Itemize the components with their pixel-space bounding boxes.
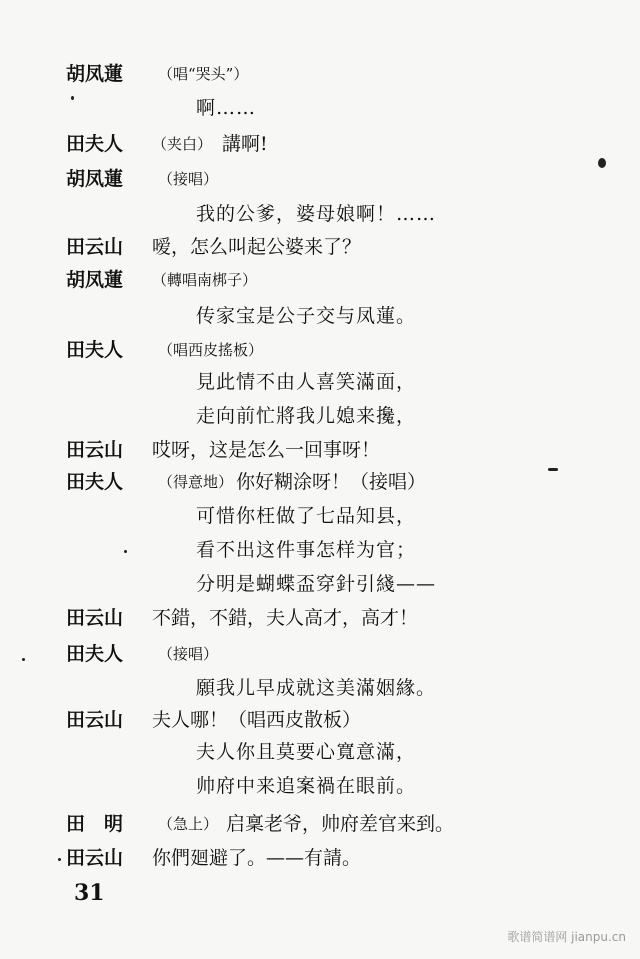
page-number: 31 [74,880,105,906]
speaker-name: 胡凤蓮 [66,63,124,85]
speaker-name: 田夫人 [66,133,124,155]
stage-direction: （唱西皮搖板） [158,341,264,359]
watermark: 歌谱简谱网 jianpu.cn [507,930,626,944]
spoken-text: 哎呀，这是怎么一回事呀！ [152,439,381,461]
stage-direction: （急上） [158,815,219,833]
speaker-name: 胡凤蓮 [66,269,124,291]
stage-direction: （接唱） [158,645,219,663]
verse-text: 可惜你枉做了七品知县， [196,505,417,527]
speaker-name: 田夫人 [66,643,124,665]
scan-speck [71,96,74,100]
stage-direction: （夹白） [152,135,213,153]
verse-text: 啊…… [196,97,257,119]
stage-direction: （轉唱南梆子） [152,271,258,289]
spoken-text: 你好糊涂呀！（接唱） [236,471,427,493]
verse-text: 我的公爹，婆母娘啊！…… [196,203,437,225]
scan-speck [58,858,61,861]
stage-direction: （接唱） [158,170,219,188]
speaker-name: 田云山 [66,847,124,869]
speaker-name: 田云山 [66,439,124,461]
stage-direction: （唱“哭头”） [158,65,249,83]
verse-text: 走向前忙將我儿媳来攙， [196,405,417,427]
spoken-text: 你們廻避了。——有請。 [152,847,362,869]
spoken-text: 不錯，不錯，夫人高才，高才！ [152,607,419,629]
scan-speck [22,658,25,661]
verse-text: 願我儿早成就这美滿姻緣。 [196,677,437,699]
speaker-name: 田 明 [66,813,124,835]
speaker-name: 田云山 [66,709,124,731]
verse-text: 看不出这件事怎样为官； [196,539,417,561]
speaker-name: 田夫人 [66,471,124,493]
spoken-text: 夫人哪！（唱西皮散板） [152,709,362,731]
verse-text: 传家宝是公子交与凤蓮。 [196,305,417,327]
verse-text: 見此情不由人喜笑滿面， [196,371,417,393]
speaker-name: 田夫人 [66,339,124,361]
spoken-text: 嗳，怎么叫起公婆来了？ [152,236,362,258]
speaker-name: 田云山 [66,607,124,629]
spoken-text: 启稟老爷，帅府差官来到。 [226,813,455,835]
scan-speck [598,158,606,168]
scan-speck [124,550,127,553]
verse-text: 夫人你且莫要心寬意滿， [196,741,417,763]
spoken-text: 講啊! [222,133,268,155]
speaker-name: 田云山 [66,236,124,258]
verse-text: 分明是蝴蝶盃穿針引綫—— [196,573,437,595]
stage-direction: （得意地） [158,473,234,491]
scan-speck [548,468,558,471]
verse-text: 帅府中来追案禍在眼前。 [196,775,417,797]
speaker-name: 胡凤蓮 [66,168,124,190]
